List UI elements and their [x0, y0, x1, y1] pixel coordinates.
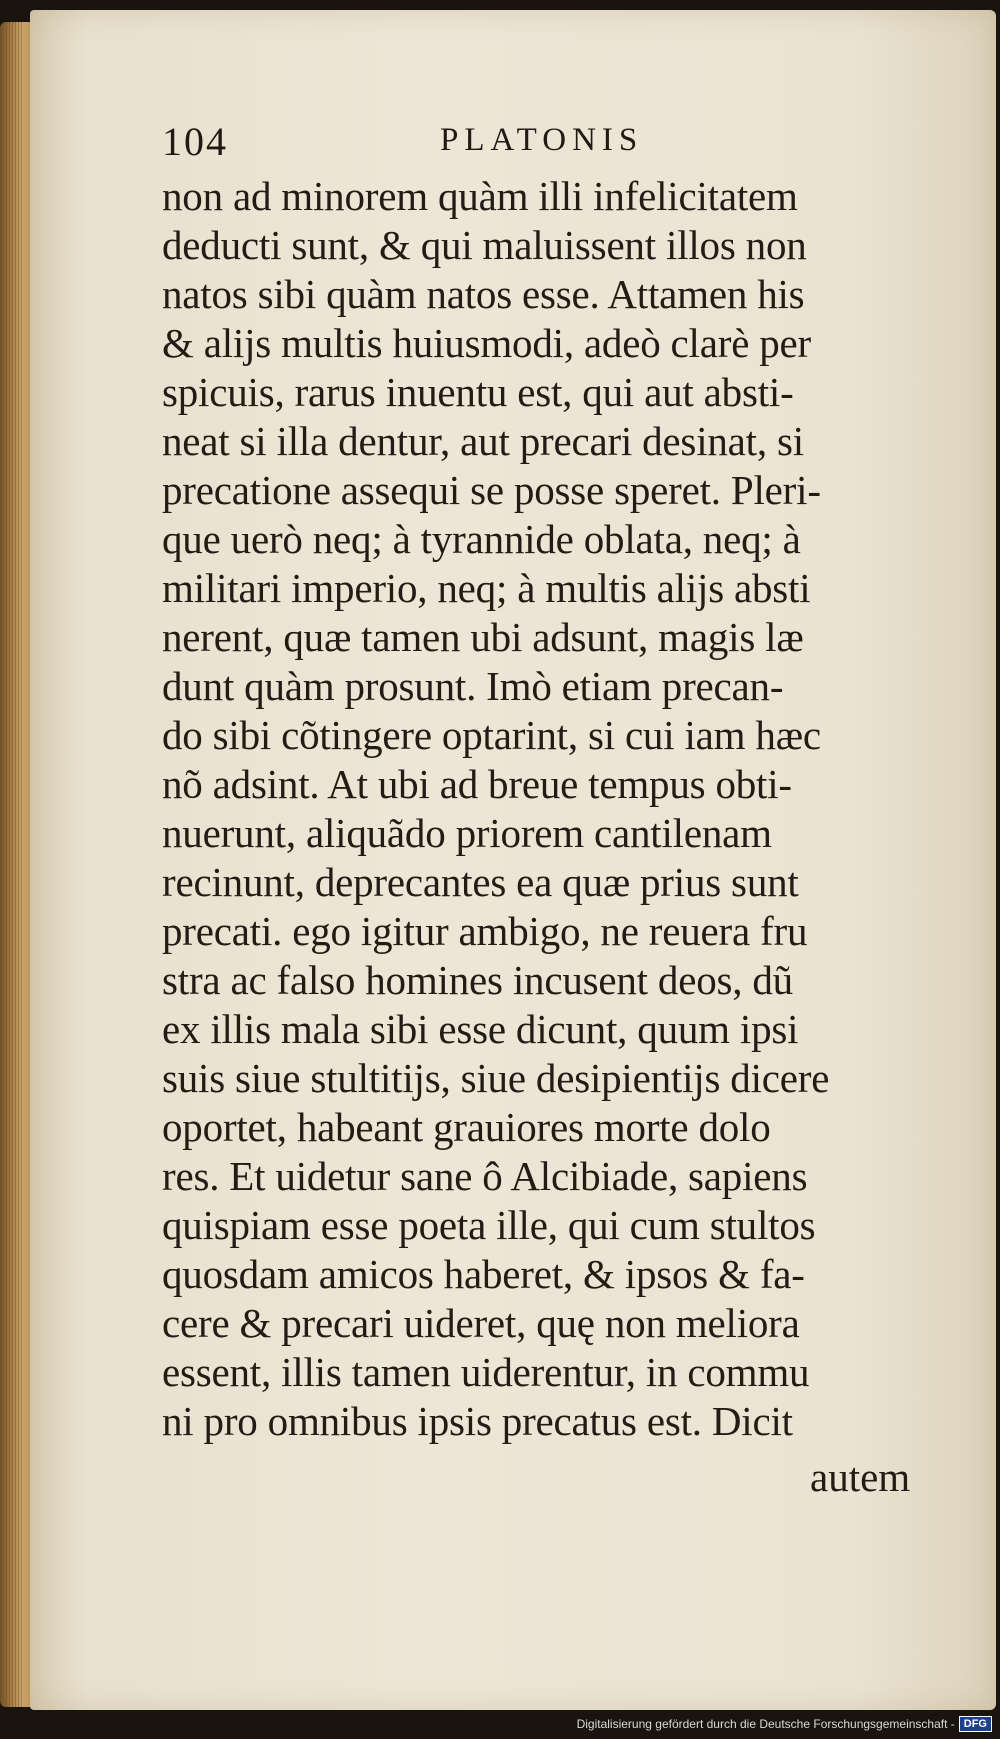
- text-line: ex illis mala sibi esse dicunt, quum ipsi: [162, 1006, 799, 1052]
- text-line: nõ adsint. At ubi ad breue tempus obti-: [162, 761, 792, 807]
- text-line: cere & precari uideret, quę non meliora: [162, 1300, 800, 1346]
- text-line: nerent, quæ tamen ubi adsunt, magis læ: [162, 614, 804, 660]
- book-edge: [0, 22, 34, 1707]
- text-line: deducti sunt, & qui maluissent illos non: [162, 222, 807, 268]
- text-line: quosdam amicos haberet, & ipsos & fa-: [162, 1251, 805, 1297]
- running-head: PLATONIS: [440, 122, 644, 158]
- text-line: suis siue stultitijs, siue desipientijs dicere: [162, 1055, 830, 1101]
- text-line: oportet, habeant grauiores morte dolo: [162, 1104, 771, 1150]
- text-line: res. Et uidetur sane ô Alcibiade, sapiens: [162, 1153, 808, 1199]
- dfg-logo-icon: DFG: [959, 1716, 992, 1732]
- text-line: stra ac falso homines incusent deos, dũ: [162, 957, 793, 1003]
- text-block: [162, 172, 922, 1446]
- text-line: spicuis, rarus inuentu est, qui aut absti-: [162, 369, 794, 415]
- text-line: recinunt, deprecantes ea quæ prius sunt: [162, 859, 799, 905]
- page-number: 104: [162, 119, 228, 164]
- text-line: que uerò neq; à tyrannide oblata, neq; à: [162, 516, 801, 562]
- text-line: non ad minorem quàm illi infelicitatem: [162, 173, 798, 219]
- text-line: quispiam esse poeta ille, qui cum stultos: [162, 1202, 816, 1248]
- catchword: autem: [810, 1454, 911, 1500]
- digitization-credit: [577, 1713, 992, 1735]
- text-line: dunt quàm prosunt. Imò etiam precan-: [162, 663, 784, 709]
- text-line: essent, illis tamen uiderentur, in commu: [162, 1349, 810, 1395]
- text-line: & alijs multis huiusmodi, adeò clarè per: [162, 320, 812, 366]
- text-line: precatione assequi se posse speret. Pleri-: [162, 467, 821, 513]
- text-line: ni pro omnibus ipsis precatus est. Dicit: [162, 1398, 793, 1444]
- text-line: precati. ego igitur ambigo, ne reuera fru: [162, 908, 808, 954]
- text-line: do sibi cõtingere optarint, si cui iam hæc: [162, 712, 821, 758]
- text-line: neat si illa dentur, aut precari desinat, si: [162, 418, 804, 464]
- text-line: nuerunt, aliquãdo priorem cantilenam: [162, 810, 772, 856]
- page-header: [162, 118, 722, 170]
- credit-text: Digitalisierung gefördert durch die Deutsche Forschungsgemeinschaft -: [576, 1717, 955, 1731]
- text-line: militari imperio, neq; à multis alijs absti: [162, 565, 811, 611]
- text-line: natos sibi quàm natos esse. Attamen his: [162, 271, 805, 317]
